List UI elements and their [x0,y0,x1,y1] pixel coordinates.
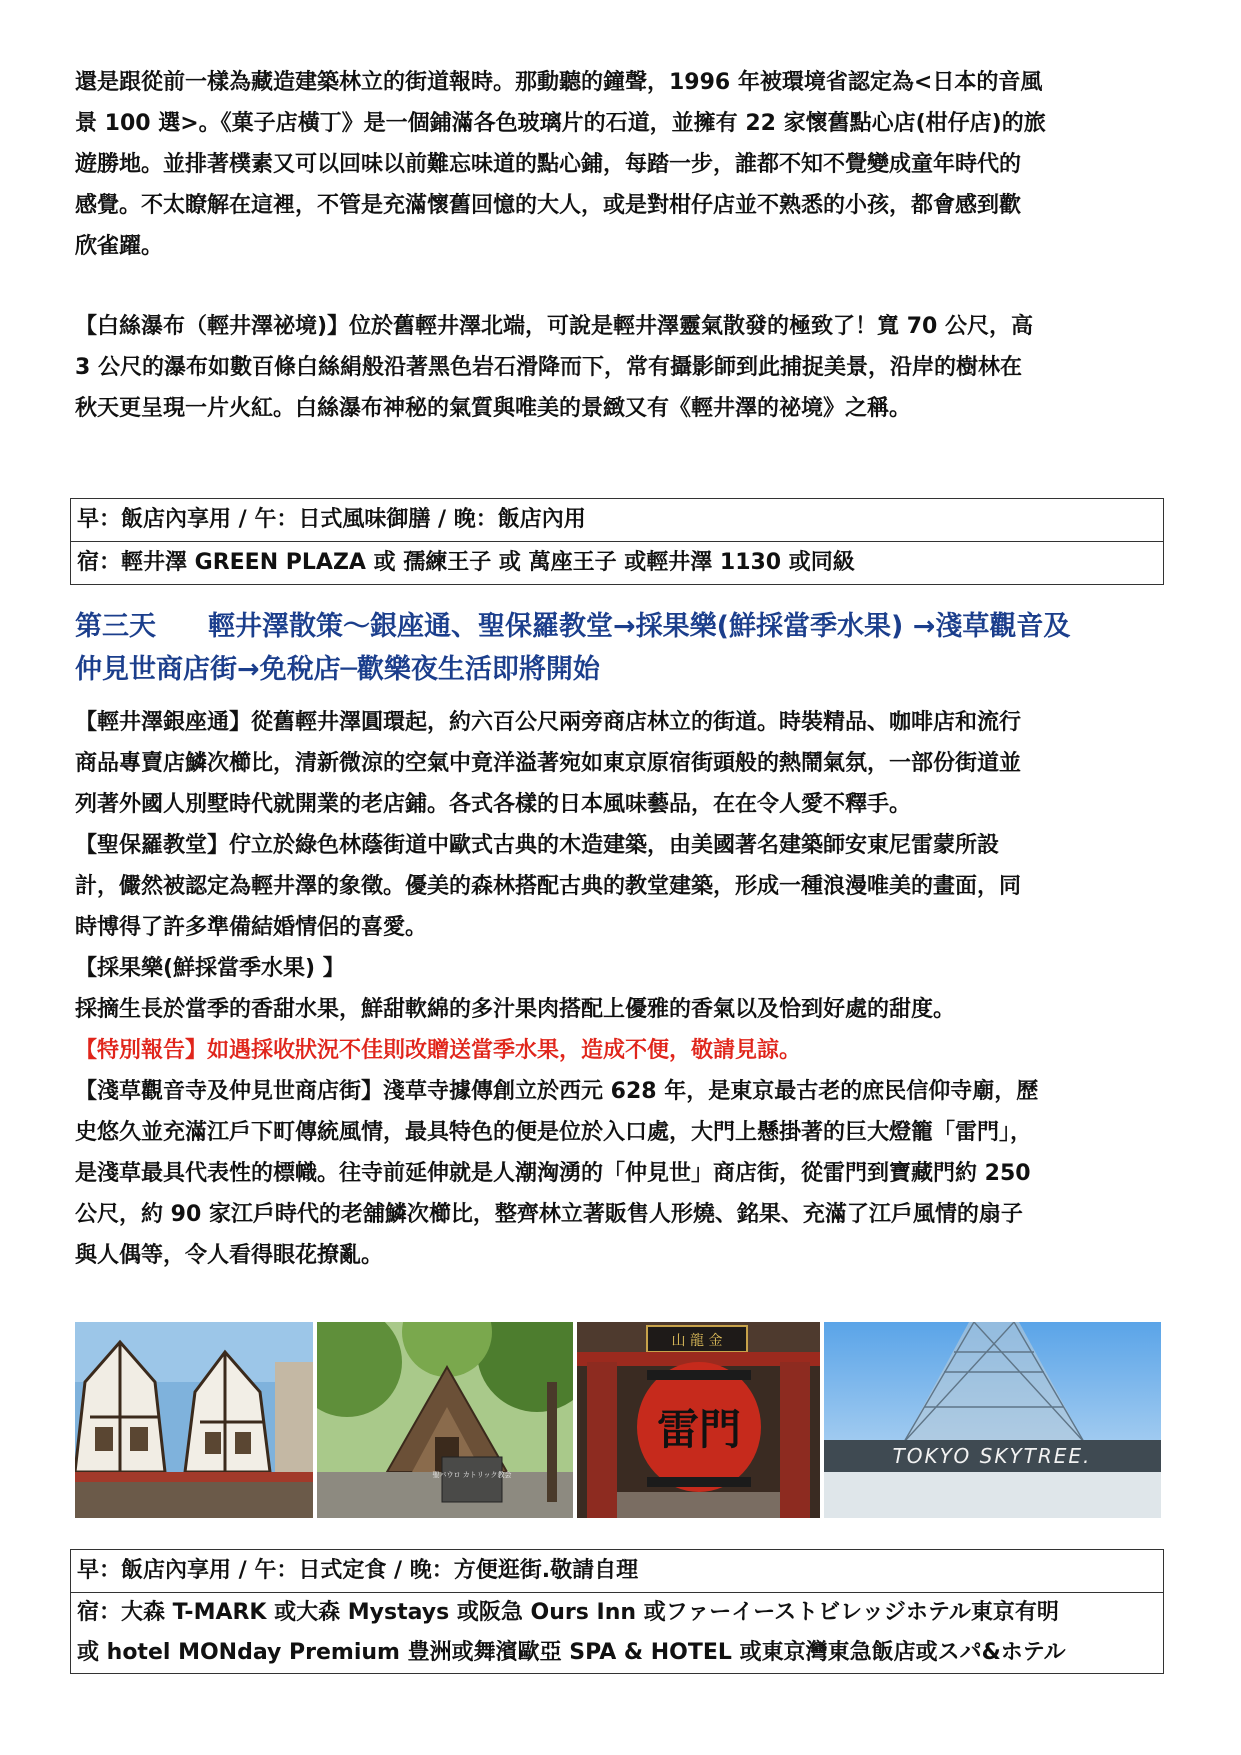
lantern-char-text: 雷門 [656,1405,742,1454]
text-line: 【輕井澤銀座通】從舊輕井澤圓環起，約六百公尺兩旁商店林立的街道。時裝精品、咖啡店和流行 [75,710,1022,735]
text-line: 還是跟從前一樣為藏造建築林立的街道報時。那動聽的鐘聲，1996 年被環境省認定為<日本的音風 [75,70,1043,95]
fruit-text: 採摘生長於當季的香甜水果，鮮甜軟綿的多汁果肉搭配上優雅的香氣以及恰到好處的甜度。 [75,997,956,1022]
waterfall-paragraph [75,306,1165,429]
photo-strip [75,1322,1165,1518]
hotel-row: 宿：輕井澤 GREEN PLAZA 或 孺練王子 或 萬座王子 或輕井澤 1130 或同級 [71,541,1163,584]
text-line: 秋天更呈現一片火紅。白絲瀑布神秘的氣質與唯美的景緻又有《輕井澤的祕境》之稱。 [75,396,912,421]
text-line: 【聖保羅教堂】佇立於綠色林蔭街道中歐式古典的木造建築，由美國著名建築師安東尼雷蒙所設 [75,833,1000,858]
hotel-line: 或 hotel MONday Premium 豊洲或舞濱歐亞 SPA & HOTEL 或東京灣東急飯店或スパ&ホテル [77,1640,1066,1665]
day3-body [75,702,1165,1276]
day2-meal-hotel-box [70,498,1164,585]
special-notice: 【特別報告】如遇採收狀況不佳則改贈送當季水果，造成不便，敬請見諒。 [75,1038,802,1063]
st-paul-church-photo [317,1322,573,1518]
text-line: 欣雀躍。 [75,234,164,259]
church-sign-text: 聖パウロ カトリック教会 [432,1471,512,1479]
skytree-sign-text: TOKYO SKYTREE. [892,1444,1092,1468]
meals-row: 早：飯店內享用 / 午：日式風味御膳 / 晚：飯店內用 [77,507,586,532]
tokyo-skytree-photo [824,1322,1161,1518]
ginza-street-photo [75,1322,313,1518]
text-line: 景 100 選>。《菓子店橫丁》是一個鋪滿各色玻璃片的石道，並擁有 22 家懷舊點心店(柑仔店)的旅 [75,111,1046,136]
meals-row: 早：飯店內享用 / 午：日式定食 / 晚：方便逛街.敬請自理 [77,1558,639,1583]
text-line: 是淺草最具代表性的標幟。往寺前延伸就是人潮洶湧的「仲見世」商店街，從雷門到寶藏門約 250 [75,1161,1031,1186]
day3-heading [75,605,1175,691]
text-line: 與人偶等，令人看得眼花撩亂。 [75,1243,384,1268]
text-line: 感覺。不太瞭解在這裡，不管是充滿懷舊回憶的大人，或是對柑仔店並不熟悉的小孩，都會感到歡 [75,193,1022,218]
text-line: 公尺，約 90 家江戶時代的老舖鱗次櫛比，整齊林立著販售人形燒、銘果、充滿了江戶風情的扇子 [75,1202,1023,1227]
day3-heading-line1 [75,605,1175,648]
text-line: 時博得了許多準備結婚情侶的喜愛。 [75,915,428,940]
hotel-line: 宿：大森 T-MARK 或大森 Mystays 或阪急 Ours Inn 或ファーイーストビレッジホテル東京有明 [77,1600,1059,1625]
text-line: 【淺草觀音寺及仲見世商店街】淺草寺據傳創立於西元 628 年，是東京最古老的庶民信仰寺廟，歷 [75,1079,1039,1104]
day3-meal-hotel-box [70,1549,1164,1674]
day3-heading-line2: 仲見世商店街→免稅店─歡樂夜生活即將開始 [75,654,600,685]
lantern-plaque-text: 山 龍 金 [671,1333,723,1349]
fruit-heading: 【採果樂(鮮採當季水果) 】 [75,956,345,981]
text-line: 計，儼然被認定為輕井澤的象徵。優美的森林搭配古典的教堂建築，形成一種浪漫唯美的畫面，同 [75,874,1022,899]
text-line: 商品專賣店鱗次櫛比，清新微涼的空氣中竟洋溢著宛如東京原宿街頭般的熱鬧氣氛，一部份街道並 [75,751,1022,776]
text-line: 【白絲瀑布（輕井澤祕境)】位於舊輕井澤北端，可說是輕井澤靈氣散發的極致了！寬 70 公尺，高 [75,314,1033,339]
kaminarimon-lantern-photo [577,1322,820,1518]
hotel-row [71,1592,1163,1673]
text-line: 遊勝地。並排著樸素又可以回味以前難忘味道的點心鋪，每踏一步，誰都不知不覺變成童年時代的 [75,152,1022,177]
day-label: 第三天 [75,611,156,642]
text-line: 史悠久並充滿江戶下町傳統風情，最具特色的便是位於入口處，大門上懸掛著的巨大燈籠「雷門」， [75,1120,1033,1145]
intro-paragraph [75,62,1165,267]
day-title-text: 輕井澤散策～銀座通、聖保羅教堂→採果樂(鮮採當季水果) →淺草觀音及 [208,611,1071,642]
text-line: 列著外國人別墅時代就開業的老店鋪。各式各樣的日本風味藝品，在在令人愛不釋手。 [75,792,912,817]
text-line: 3 公尺的瀑布如數百條白絲絹般沿著黑色岩石滑降而下，常有攝影師到此捕捉美景，沿岸的樹林在 [75,355,1022,380]
